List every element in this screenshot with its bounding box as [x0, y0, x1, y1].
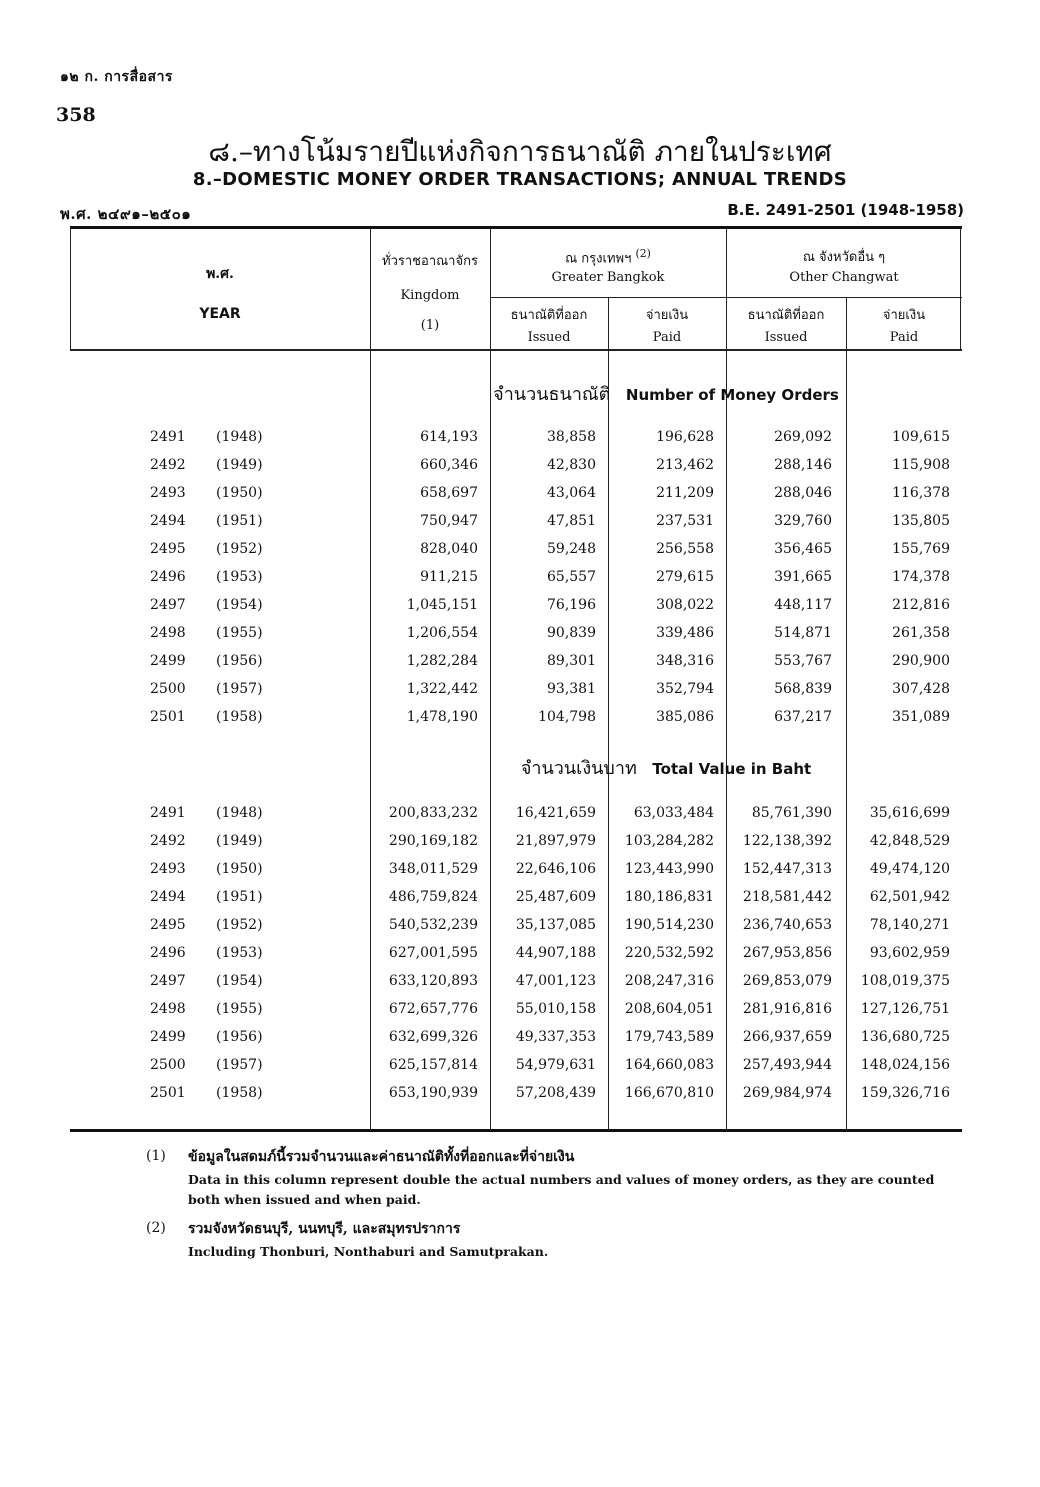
bangkok-paid-thai: จ่ายเงิน	[645, 308, 689, 323]
year-be-cell: 2494	[150, 889, 186, 905]
bangkok-issued-cell: 21,897,979	[515, 833, 596, 849]
kingdom-cell: 911,215	[420, 569, 478, 585]
year-be-cell: 2497	[150, 973, 186, 989]
footnote-number: (2)	[146, 1220, 166, 1236]
table-row	[70, 541, 962, 569]
kingdom-cell: 1,282,284	[406, 653, 478, 669]
bangkok-issued-cell: 35,137,085	[515, 917, 596, 933]
other-issued-cell: 553,767	[774, 653, 832, 669]
table-row	[70, 485, 962, 513]
bangkok-paid-cell: 213,462	[656, 457, 714, 473]
other-paid-cell: 174,378	[892, 569, 950, 585]
year-ad-cell: (1958)	[216, 709, 263, 725]
running-header: ๑๒ ก. การสื่อสาร	[60, 69, 173, 85]
bangkok-paid-cell: 279,615	[656, 569, 714, 585]
table-row	[70, 681, 962, 709]
kingdom-cell: 290,169,182	[388, 833, 478, 849]
left-rule	[70, 229, 71, 349]
table-row	[70, 1057, 962, 1085]
section-title-english: Number of Money Orders	[625, 386, 839, 404]
bangkok-paid-cell: 308,022	[656, 597, 714, 613]
subheader-rule	[490, 297, 962, 298]
year-ad-cell: (1958)	[216, 1085, 263, 1101]
year-ad-cell: (1950)	[216, 485, 263, 501]
year-ad-cell: (1951)	[216, 889, 263, 905]
year-be-cell: 2495	[150, 541, 186, 557]
year-be-cell: 2495	[150, 917, 186, 933]
year-header-thai: พ.ศ.	[206, 266, 234, 282]
other-issued-cell: 329,760	[774, 513, 832, 529]
bangkok-paid-cell: 180,186,831	[624, 889, 714, 905]
other-paid-cell: 108,019,375	[860, 973, 950, 989]
section-title-number	[370, 379, 962, 408]
year-header-english: YEAR	[199, 306, 241, 322]
year-be-cell: 2500	[150, 1057, 186, 1073]
bangkok-issued-cell: 16,421,659	[515, 805, 596, 821]
year-ad-cell: (1949)	[216, 833, 263, 849]
kingdom-cell: 486,759,824	[388, 889, 478, 905]
year-ad-cell: (1948)	[216, 805, 263, 821]
other-paid-cell: 307,428	[892, 681, 950, 697]
kingdom-header-english: Kingdom	[400, 288, 460, 303]
kingdom-cell: 627,001,595	[388, 945, 478, 961]
period-english: B.E. 2491-2501 (1948-1958)	[727, 201, 964, 219]
bangkok-paid-cell: 63,033,484	[633, 805, 714, 821]
bangkok-paid-cell: 208,604,051	[624, 1001, 714, 1017]
table-row	[70, 1029, 962, 1057]
bangkok-paid-cell: 211,209	[656, 485, 714, 501]
table-title-english: 8.–DOMESTIC MONEY ORDER TRANSACTIONS; ANNUAL TRENDS	[192, 169, 848, 190]
other-issued-cell: 356,465	[774, 541, 832, 557]
year-be-cell: 2501	[150, 709, 186, 725]
other-paid-cell: 116,378	[892, 485, 950, 501]
other-issued-cell: 288,146	[774, 457, 832, 473]
other-issued-cell: 269,853,079	[742, 973, 832, 989]
other-issued-cell: 448,117	[774, 597, 832, 613]
other-paid-cell: 62,501,942	[869, 889, 950, 905]
bangkok-paid-cell: 352,794	[656, 681, 714, 697]
year-ad-cell: (1952)	[216, 541, 263, 557]
bangkok-paid-cell: 103,284,282	[624, 833, 714, 849]
footnote-thai: รวมจังหวัดธนบุรี, นนทบุรี, และสมุทรปราการ	[188, 1221, 461, 1237]
bangkok-issued-cell: 65,557	[547, 569, 596, 585]
year-be-cell: 2492	[150, 833, 186, 849]
year-be-cell: 2494	[150, 513, 186, 529]
bangkok-issued-cell: 57,208,439	[515, 1085, 596, 1101]
other-issued-cell: 122,138,392	[742, 833, 832, 849]
bangkok-header-english: Greater Bangkok	[551, 270, 665, 285]
footnote-english: Data in this column represent double the actual numbers and values of money orders, as they are counted	[188, 1172, 935, 1187]
bangkok-paid-cell: 220,532,592	[624, 945, 714, 961]
bangkok-paid-cell: 256,558	[656, 541, 714, 557]
other-issued-cell: 269,092	[774, 429, 832, 445]
kingdom-cell: 200,833,232	[388, 805, 478, 821]
table-row	[70, 973, 962, 1001]
bangkok-paid-cell: 208,247,316	[624, 973, 714, 989]
other-issued-cell: 267,953,856	[742, 945, 832, 961]
other-issued-english: Issued	[764, 330, 808, 345]
year-ad-cell: (1955)	[216, 625, 263, 641]
year-ad-cell: (1953)	[216, 945, 263, 961]
other-paid-cell: 148,024,156	[860, 1057, 950, 1073]
other-paid-cell: 109,615	[892, 429, 950, 445]
table-row	[70, 597, 962, 625]
kingdom-cell: 348,011,529	[388, 861, 478, 877]
year-ad-cell: (1957)	[216, 681, 263, 697]
kingdom-footnote-ref: (1)	[420, 318, 440, 333]
year-be-cell: 2491	[150, 805, 186, 821]
kingdom-cell: 1,478,190	[406, 709, 478, 725]
other-issued-thai: ธนาณัติที่ออก	[747, 308, 825, 323]
other-paid-cell: 155,769	[892, 541, 950, 557]
year-be-cell: 2493	[150, 861, 186, 877]
table-row	[70, 625, 962, 653]
bangkok-issued-cell: 44,907,188	[515, 945, 596, 961]
table-row	[70, 653, 962, 681]
kingdom-cell: 750,947	[420, 513, 478, 529]
other-issued-cell: 637,217	[774, 709, 832, 725]
year-ad-cell: (1953)	[216, 569, 263, 585]
year-be-cell: 2492	[150, 457, 186, 473]
bangkok-issued-cell: 90,839	[547, 625, 596, 641]
year-ad-cell: (1957)	[216, 1057, 263, 1073]
table-row	[70, 889, 962, 917]
other-issued-cell: 568,839	[774, 681, 832, 697]
section-title-english: Total Value in Baht	[652, 760, 812, 778]
bangkok-paid-cell: 348,316	[656, 653, 714, 669]
other-issued-cell: 288,046	[774, 485, 832, 501]
bangkok-paid-cell: 237,531	[656, 513, 714, 529]
kingdom-cell: 614,193	[420, 429, 478, 445]
footnote-number: (1)	[146, 1148, 166, 1164]
bangkok-header	[490, 245, 726, 268]
kingdom-cell: 540,532,239	[388, 917, 478, 933]
year-be-cell: 2501	[150, 1085, 186, 1101]
bangkok-paid-cell: 179,743,589	[624, 1029, 714, 1045]
bangkok-issued-cell: 59,248	[547, 541, 596, 557]
table-row	[70, 833, 962, 861]
bangkok-issued-cell: 49,337,353	[515, 1029, 596, 1045]
other-paid-cell: 212,816	[892, 597, 950, 613]
year-ad-cell: (1956)	[216, 1029, 263, 1045]
other-paid-cell: 115,908	[892, 457, 950, 473]
bangkok-issued-cell: 55,010,158	[515, 1001, 596, 1017]
other-issued-cell: 85,761,390	[751, 805, 832, 821]
other-issued-cell: 514,871	[774, 625, 832, 641]
other-changwat-header-thai: ณ จังหวัดอื่น ๆ	[802, 250, 886, 265]
bangkok-paid-cell: 164,660,083	[624, 1057, 714, 1073]
section-title-thai: จำนวนธนาณัติ	[493, 384, 611, 405]
table-row	[70, 457, 962, 485]
other-paid-cell: 159,326,716	[860, 1085, 950, 1101]
table-title-thai: ๘.–ทางโน้มรายปีแห่งกิจการธนาณัติ ภายในประเทศ	[208, 135, 832, 168]
kingdom-cell: 653,190,939	[388, 1085, 478, 1101]
kingdom-cell: 1,045,151	[406, 597, 478, 613]
kingdom-cell: 633,120,893	[388, 973, 478, 989]
table-row	[70, 709, 962, 737]
year-be-cell: 2496	[150, 569, 186, 585]
bangkok-issued-cell: 42,830	[547, 457, 596, 473]
footnote-thai: ข้อมูลในสดมภ์นี้รวมจำนวนและค่าธนาณัติทั้งที่ออกและที่จ่ายเงิน	[188, 1149, 575, 1165]
bangkok-issued-cell: 104,798	[538, 709, 596, 725]
bangkok-footnote-ref: (2)	[635, 247, 651, 260]
bangkok-issued-cell: 22,646,106	[515, 861, 596, 877]
footnote-english: Including Thonburi, Nonthaburi and Samutprakan.	[188, 1244, 549, 1259]
year-ad-cell: (1951)	[216, 513, 263, 529]
bangkok-paid-cell: 196,628	[656, 429, 714, 445]
year-be-cell: 2497	[150, 597, 186, 613]
bangkok-issued-cell: 25,487,609	[515, 889, 596, 905]
bangkok-issued-cell: 54,979,631	[515, 1057, 596, 1073]
kingdom-cell: 632,699,326	[388, 1029, 478, 1045]
bangkok-paid-cell: 190,514,230	[624, 917, 714, 933]
section-title-value	[370, 753, 962, 782]
other-paid-cell: 35,616,699	[869, 805, 950, 821]
bangkok-issued-cell: 43,064	[547, 485, 596, 501]
other-issued-cell: 266,937,659	[742, 1029, 832, 1045]
other-paid-cell: 78,140,271	[869, 917, 950, 933]
other-issued-cell: 269,984,974	[742, 1085, 832, 1101]
bangkok-issued-cell: 47,851	[547, 513, 596, 529]
year-ad-cell: (1950)	[216, 861, 263, 877]
bangkok-paid-cell: 123,443,990	[624, 861, 714, 877]
other-paid-cell: 127,126,751	[860, 1001, 950, 1017]
other-paid-cell: 261,358	[892, 625, 950, 641]
bangkok-paid-cell: 339,486	[656, 625, 714, 641]
bangkok-issued-cell: 93,381	[547, 681, 596, 697]
year-ad-cell: (1954)	[216, 973, 263, 989]
page-number: 358	[56, 104, 96, 126]
bangkok-paid-cell: 166,670,810	[624, 1085, 714, 1101]
year-be-cell: 2499	[150, 653, 186, 669]
table-row	[70, 917, 962, 945]
bangkok-issued-english: Issued	[527, 330, 571, 345]
bangkok-header-thai: ณ กรุงเทพฯ	[565, 251, 632, 267]
table-row	[70, 945, 962, 973]
other-paid-thai: จ่ายเงิน	[882, 308, 926, 323]
other-issued-cell: 257,493,944	[742, 1057, 832, 1073]
year-ad-cell: (1952)	[216, 917, 263, 933]
other-issued-cell: 236,740,653	[742, 917, 832, 933]
kingdom-cell: 658,697	[420, 485, 478, 501]
other-issued-cell: 152,447,313	[742, 861, 832, 877]
kingdom-cell: 660,346	[420, 457, 478, 473]
other-paid-cell: 351,089	[892, 709, 950, 725]
year-ad-cell: (1956)	[216, 653, 263, 669]
kingdom-cell: 828,040	[420, 541, 478, 557]
year-be-cell: 2498	[150, 1001, 186, 1017]
table-row	[70, 861, 962, 889]
bangkok-issued-cell: 89,301	[547, 653, 596, 669]
section-title-thai: จำนวนเงินบาท	[520, 758, 637, 779]
data-table	[70, 226, 962, 1132]
bangkok-issued-cell: 47,001,123	[515, 973, 596, 989]
table-row	[70, 429, 962, 457]
bangkok-issued-cell: 38,858	[547, 429, 596, 445]
year-ad-cell: (1954)	[216, 597, 263, 613]
other-issued-cell: 391,665	[774, 569, 832, 585]
other-paid-cell: 136,680,725	[860, 1029, 950, 1045]
bangkok-paid-cell: 385,086	[656, 709, 714, 725]
period-thai: พ.ศ. ๒๔๙๑–๒๕๐๑	[60, 205, 192, 223]
other-changwat-header-english: Other Changwat	[789, 270, 899, 285]
other-issued-cell: 281,916,816	[742, 1001, 832, 1017]
kingdom-cell: 672,657,776	[388, 1001, 478, 1017]
header-rule	[70, 349, 962, 351]
other-paid-cell: 93,602,959	[869, 945, 950, 961]
other-paid-cell: 290,900	[892, 653, 950, 669]
year-ad-cell: (1949)	[216, 457, 263, 473]
other-issued-cell: 218,581,442	[742, 889, 832, 905]
year-be-cell: 2493	[150, 485, 186, 501]
year-be-cell: 2491	[150, 429, 186, 445]
table-row	[70, 569, 962, 597]
kingdom-cell: 1,206,554	[406, 625, 478, 641]
year-be-cell: 2500	[150, 681, 186, 697]
year-ad-cell: (1955)	[216, 1001, 263, 1017]
other-paid-cell: 49,474,120	[869, 861, 950, 877]
year-be-cell: 2496	[150, 945, 186, 961]
other-paid-cell: 135,805	[892, 513, 950, 529]
kingdom-cell: 1,322,442	[406, 681, 478, 697]
bangkok-issued-thai: ธนาณัติที่ออก	[510, 308, 588, 323]
year-be-cell: 2498	[150, 625, 186, 641]
table-row	[70, 513, 962, 541]
bangkok-paid-english: Paid	[652, 330, 682, 345]
kingdom-header-thai: ทั่วราชอาณาจักร	[382, 254, 478, 269]
other-paid-english: Paid	[889, 330, 919, 345]
kingdom-cell: 625,157,814	[388, 1057, 478, 1073]
bangkok-issued-cell: 76,196	[547, 597, 596, 613]
table-row	[70, 805, 962, 833]
table-row	[70, 1001, 962, 1029]
year-ad-cell: (1948)	[216, 429, 263, 445]
footnote-english: both when issued and when paid.	[188, 1192, 421, 1207]
other-paid-cell: 42,848,529	[869, 833, 950, 849]
year-be-cell: 2499	[150, 1029, 186, 1045]
table-row	[70, 1085, 962, 1113]
